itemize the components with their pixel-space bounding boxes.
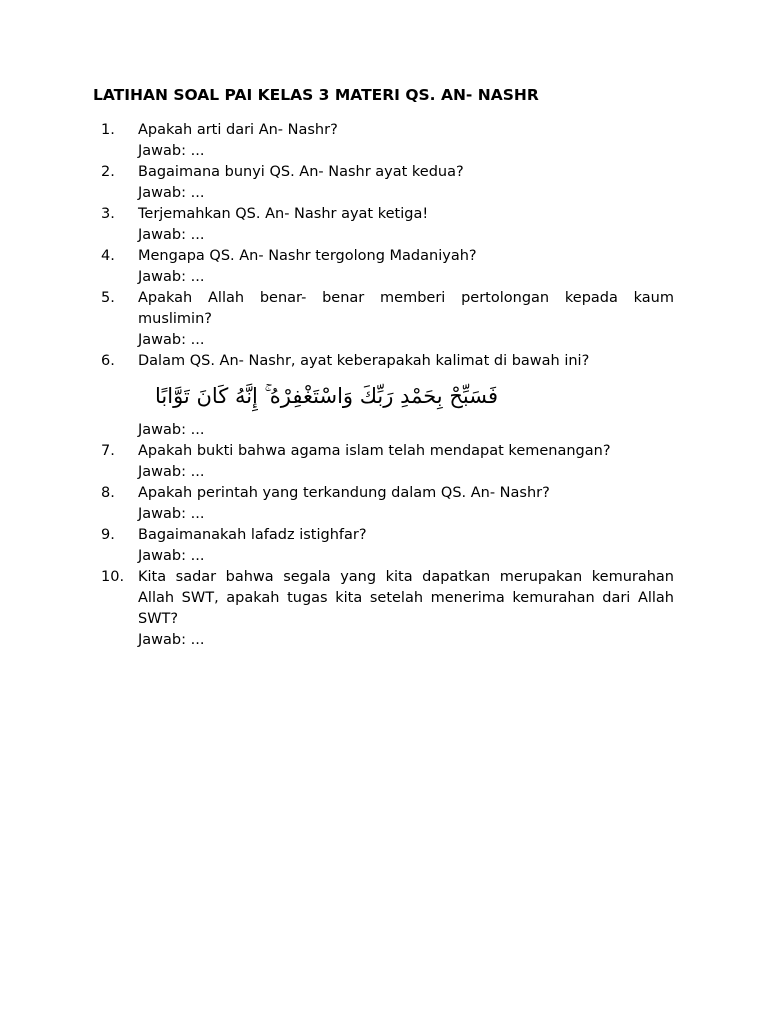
question-number: 3. bbox=[101, 206, 115, 222]
question-text: Bagaimanakah lafadz istighfar? bbox=[138, 527, 367, 543]
question-number: 1. bbox=[101, 122, 115, 138]
answer-label: Jawab: ... bbox=[138, 464, 205, 480]
question-item-7 bbox=[101, 441, 674, 483]
question-number: 10. bbox=[101, 569, 125, 585]
answer-label: Jawab: ... bbox=[138, 332, 205, 348]
question-item-6 bbox=[101, 351, 674, 441]
question-text: Apakah Allah benar- benar memberi pertolongan kepada kaum muslimin? bbox=[138, 290, 674, 327]
question-item-5 bbox=[101, 288, 674, 351]
answer-label: Jawab: ... bbox=[138, 632, 205, 648]
question-text: Bagaimana bunyi QS. An- Nashr ayat kedua? bbox=[138, 164, 464, 180]
question-number: 9. bbox=[101, 527, 115, 543]
question-text: Kita sadar bahwa segala yang kita dapatkan merupakan kemurahan Allah SWT, apakah tugas kita setelah menerima kemurahan dari Allah SWT? bbox=[138, 569, 674, 627]
question-text: Terjemahkan QS. An- Nashr ayat ketiga! bbox=[138, 206, 429, 222]
question-number: 7. bbox=[101, 443, 115, 459]
answer-label: Jawab: ... bbox=[138, 185, 205, 201]
question-item-9 bbox=[101, 525, 674, 567]
answer-label: Jawab: ... bbox=[138, 422, 205, 438]
question-text: Mengapa QS. An- Nashr tergolong Madaniyah? bbox=[138, 248, 477, 264]
question-number: 5. bbox=[101, 290, 115, 306]
question-item-3 bbox=[101, 204, 674, 246]
question-number: 6. bbox=[101, 353, 115, 369]
question-item-10 bbox=[101, 567, 674, 651]
question-number: 8. bbox=[101, 485, 115, 501]
answer-label: Jawab: ... bbox=[138, 143, 205, 159]
question-text: Apakah perintah yang terkandung dalam QS. An- Nashr? bbox=[138, 485, 550, 501]
answer-label: Jawab: ... bbox=[138, 269, 205, 285]
answer-label: Jawab: ... bbox=[138, 548, 205, 564]
question-number: 4. bbox=[101, 248, 115, 264]
question-text: Apakah bukti bahwa agama islam telah mendapat kemenangan? bbox=[138, 443, 611, 459]
question-list bbox=[0, 120, 768, 651]
arabic-verse: فَسَبِّحْ بِحَمْدِ رَبِّكَ وَاسْتَغْفِرْهُ ۚ إِنَّهُ كَانَ تَوَّابًا bbox=[155, 384, 498, 408]
answer-label: Jawab: ... bbox=[138, 506, 205, 522]
answer-label: Jawab: ... bbox=[138, 227, 205, 243]
question-item-4 bbox=[101, 246, 674, 288]
question-number: 2. bbox=[101, 164, 115, 180]
question-item-2 bbox=[101, 162, 674, 204]
document-title: LATIHAN SOAL PAI KELAS 3 MATERI QS. AN- NASHR bbox=[93, 86, 539, 104]
question-text: Dalam QS. An- Nashr, ayat keberapakah kalimat di bawah ini? bbox=[138, 353, 590, 369]
question-item-8 bbox=[101, 483, 674, 525]
question-text: Apakah arti dari An- Nashr? bbox=[138, 122, 338, 138]
question-item-1 bbox=[101, 120, 674, 162]
